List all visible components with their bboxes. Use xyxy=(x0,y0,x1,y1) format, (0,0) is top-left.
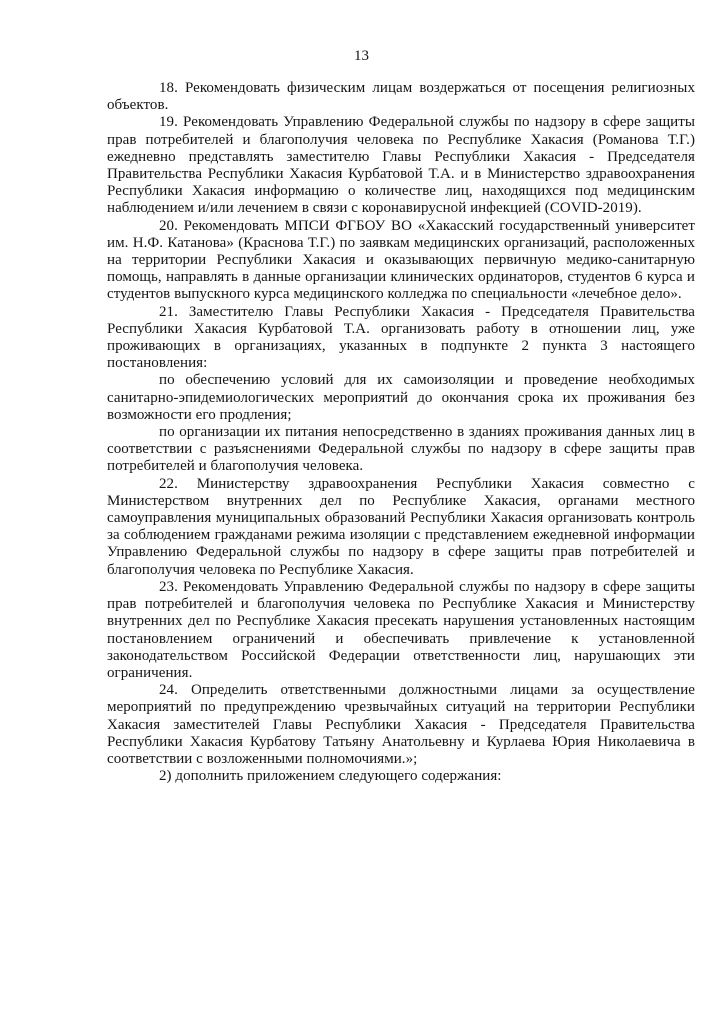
paragraph-item-20: 20. Рекомендовать МПСИ ФГБОУ ВО «Хакасский государственный университет им. Н.Ф. Катанова» (Краснова Т.Г.) по заявкам медицинских организаций, расположенных на территории Республики Хакасия и оказывающих первичную медико-санитарную помощь, направлять в данные организации клинических ординаторов, студентов 6 курса и студентов выпускного курса медицинского колледжа по специальности «лечебное дело». xyxy=(107,217,695,303)
paragraph-item-21-self-isolation: по обеспечению условий для их самоизоляции и проведение необходимых санитарно-эпидемиологических мероприятий до окончания срока их проживания без возможности его продления; xyxy=(107,372,695,423)
paragraph-item-21-meals: по организации их питания непосредственно в зданиях проживания данных лиц в соответствии с разъяснениями Федеральной службы по надзору в сфере защиты прав потребителей и благополучия человека. xyxy=(107,424,695,475)
paragraph-item-24: 24. Определить ответственными должностными лицами за осуществление мероприятий по предупреждению чрезвычайных ситуаций на территории Республики Хакасия заместителей Главы Республики Хакасия - Председателя Правительства Республики Хакасия Курбатову Татьяну Анатольевну и Курлаева Юрия Николаевича в соответствии с возложенными полномочиями.»; xyxy=(107,682,695,767)
paragraph-item-21: 21. Заместителю Главы Республики Хакасия - Председателя Правительства Республики Хакасия Курбатовой Т.А. организовать работу в отношении лиц, уже проживающих в организациях, указанных в подпункте 2 пункта 3 настоящего постановления: xyxy=(107,303,695,372)
paragraph-item-23: 23. Рекомендовать Управлению Федеральной службы по надзору в сфере защиты прав потребителей и благополучия человека по Республике Хакасия и Министерству внутренних дел по Республике Хакасия пресекать нарушения установленных настоящим постановлением ограничений и обеспечивать привлечение к установленной законодательством Российской Федерации ответственности лиц, нарушающих эти ограничения. xyxy=(107,578,695,681)
document-body xyxy=(107,80,695,785)
paragraph-appendix-intro: 2) дополнить приложением следующего содержания: xyxy=(159,768,502,785)
paragraph-item-22: 22. Министерству здравоохранения Республики Хакасия совместно с Министерством внутренних дел по Республике Хакасия, органами местного самоуправления муниципальных образований Республики Хакасия организовать контроль за соблюдением гражданами режима изоляции с представлением ежедневной информации Управлению Федеральной службы по надзору в сфере защиты прав потребителей и благополучия человека по Республике Хакасия. xyxy=(107,475,695,578)
paragraph-item-19: 19. Рекомендовать Управлению Федеральной службы по надзору в сфере защиты прав потребителей и благополучия человека по Республике Хакасия (Романова Т.Г.) ежедневно представлять заместителю Главы Республики Хакасия - Председателя Правительства Республики Хакасия Курбатовой Т.А. и в Министерство здравоохранения Республики Хакасия информацию о количестве лиц, находящихся под медицинским наблюдением и/или лечением в связи с коронавирусной инфекцией (COVID-2019). xyxy=(107,114,695,217)
paragraph-item-18: 18. Рекомендовать физическим лицам воздержаться от посещения религиозных объектов. xyxy=(107,80,695,114)
page-number: 13 xyxy=(354,48,369,64)
